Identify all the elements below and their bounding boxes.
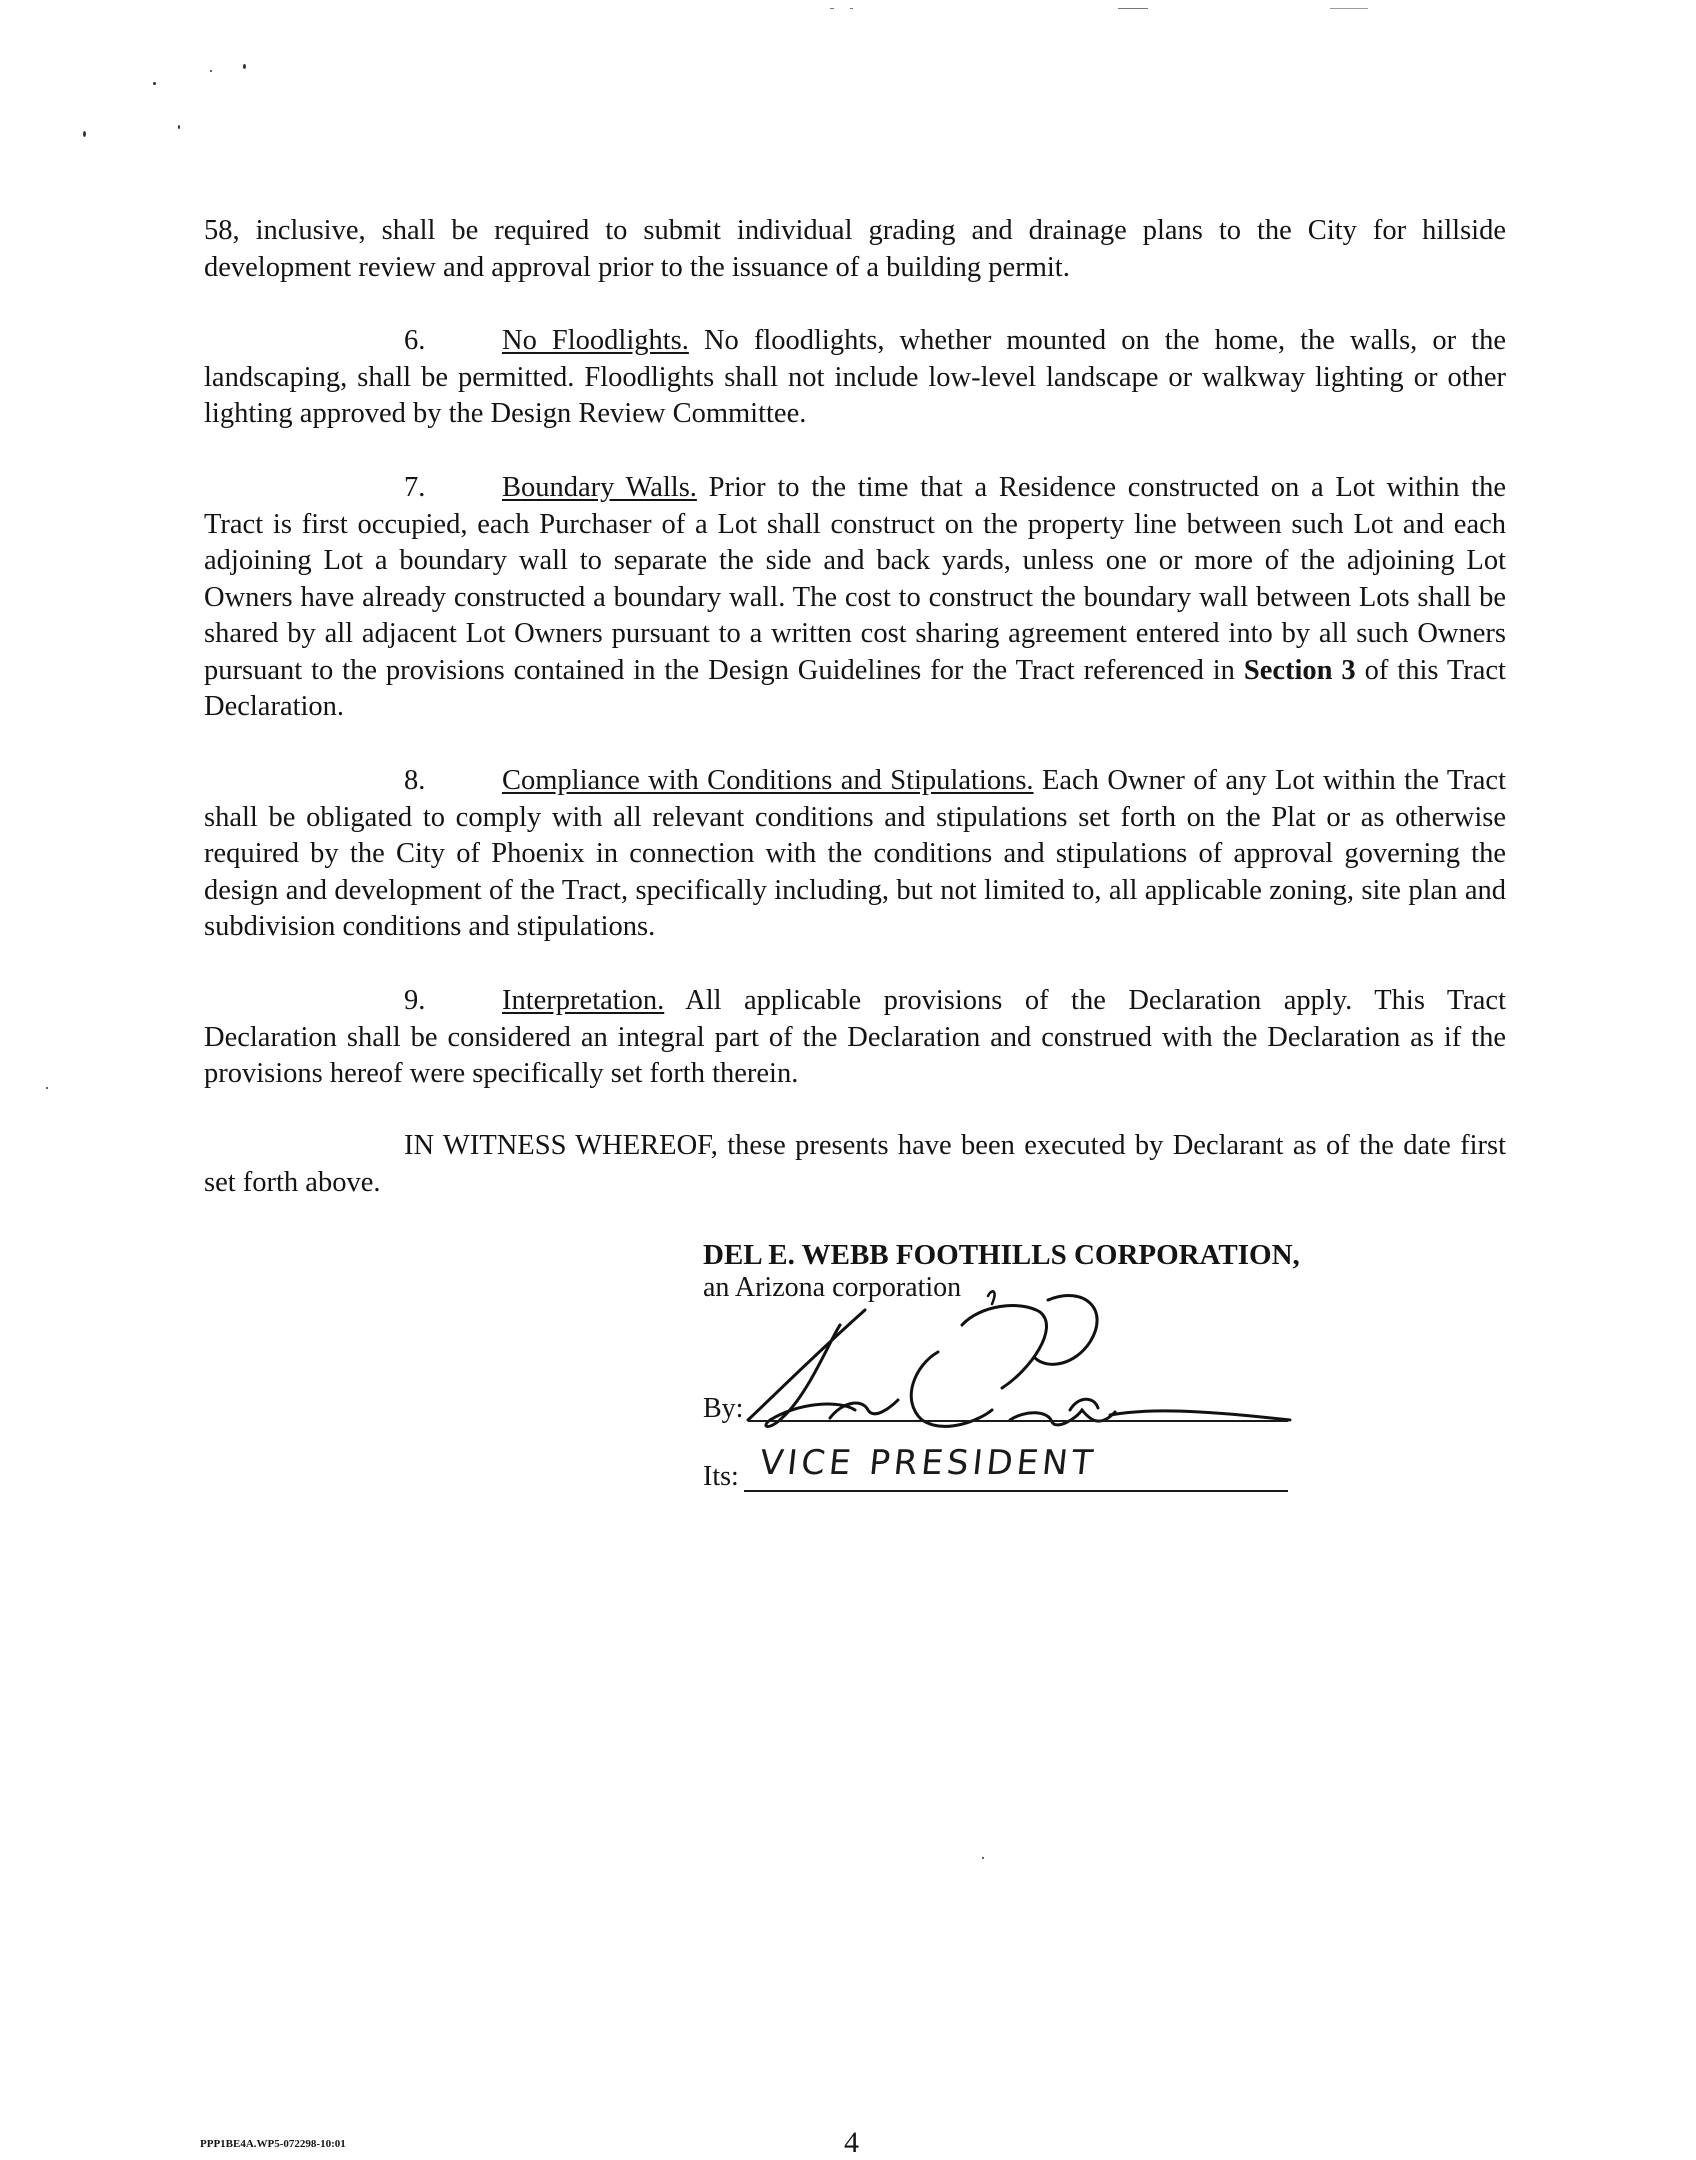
by-label: By: xyxy=(703,1393,744,1424)
scan-speck xyxy=(982,1857,984,1859)
witness-paragraph: IN WITNESS WHEREOF, these presents have been executed by Declarant as of the date first set forth above. xyxy=(204,1130,1506,1198)
section-heading: Compliance with Conditions and Stipulations. xyxy=(502,765,1034,796)
its-signature-line xyxy=(744,1490,1288,1492)
section-6 xyxy=(204,323,1506,433)
scan-speck xyxy=(243,64,246,69)
scan-mark xyxy=(850,8,853,9)
section-number: 9. xyxy=(404,985,426,1016)
scan-speck xyxy=(178,125,180,129)
section-heading: Boundary Walls. xyxy=(502,472,697,503)
document-code: PPP1BE4A.WP5-072298-10:01 xyxy=(200,2138,346,2150)
scan-speck xyxy=(210,70,212,72)
section-heading: No Floodlights. xyxy=(502,325,689,356)
by-signature-line xyxy=(748,1420,1288,1422)
handwritten-signature xyxy=(730,1270,1300,1445)
scan-speck xyxy=(46,1087,48,1089)
section-tail: of this Tract Declaration. xyxy=(204,654,1506,722)
its-label: Its: xyxy=(703,1461,739,1492)
handwritten-title: VICE PRESIDENT xyxy=(757,1443,1099,1483)
section-number: 6. xyxy=(404,325,426,356)
page-number: 4 xyxy=(844,2126,859,2159)
section-body: Prior to the time that a Residence constructed on a Lot within the Tract is first occupied, each Purchaser of a Lot shall construct on the property line between such Lot and each adjoining Lot a boundary wall to separate the side and back yards, unless one or more of the adjoining Lot Owners have already constructed a boundary wall. The cost to construct the boundary wall between Lots shall be shared by all adjacent Lot Owners pursuant to a written cost sharing agreement entered into by all such Owners pursuant to the provisions contained in the Design Guidelines for the Tract referenced in xyxy=(204,472,1506,686)
scan-speck xyxy=(153,82,156,85)
scan-speck xyxy=(83,131,86,137)
scan-mark xyxy=(1118,8,1148,9)
section-7 xyxy=(204,470,1506,726)
corporation-name: DEL E. WEBB FOOTHILLS CORPORATION, xyxy=(703,1239,1300,1271)
scan-mark xyxy=(830,8,834,9)
scan-mark xyxy=(1330,8,1368,9)
section-body: All applicable provisions of the Declaration apply. This Tract Declaration shall be considered an integral part of the Declaration and construed with the Declaration as if the provisions hereof were specifically set forth therein. xyxy=(204,985,1506,1089)
corporation-subtitle: an Arizona corporation xyxy=(703,1272,962,1303)
section-body: No floodlights, whether mounted on the home, the walls, or the landscaping, shall be permitted. Floodlights shall not include low-level landscape or walkway lighting or other lighting approved by the Design Review Committee. xyxy=(204,325,1506,429)
section-reference: Section 3 xyxy=(1243,654,1356,686)
section-number: 7. xyxy=(404,472,426,503)
continuation-paragraph: 58, inclusive, shall be required to submit individual grading and drainage plans to the City for hillside development review and approval prior to the issuance of a building permit. xyxy=(204,215,1506,283)
section-8 xyxy=(204,763,1506,946)
section-9 xyxy=(204,983,1506,1093)
section-body: Each Owner of any Lot within the Tract shall be obligated to comply with all relevant conditions and stipulations set forth on the Plat or as otherwise required by the City of Phoenix in connection with the conditions and stipulations of approval governing the design and development of the Tract, specifically including, but not limited to, all applicable zoning, site plan and subdivision conditions and stipulations. xyxy=(204,765,1507,942)
section-heading: Interpretation. xyxy=(502,985,665,1016)
section-number: 8. xyxy=(404,765,426,796)
